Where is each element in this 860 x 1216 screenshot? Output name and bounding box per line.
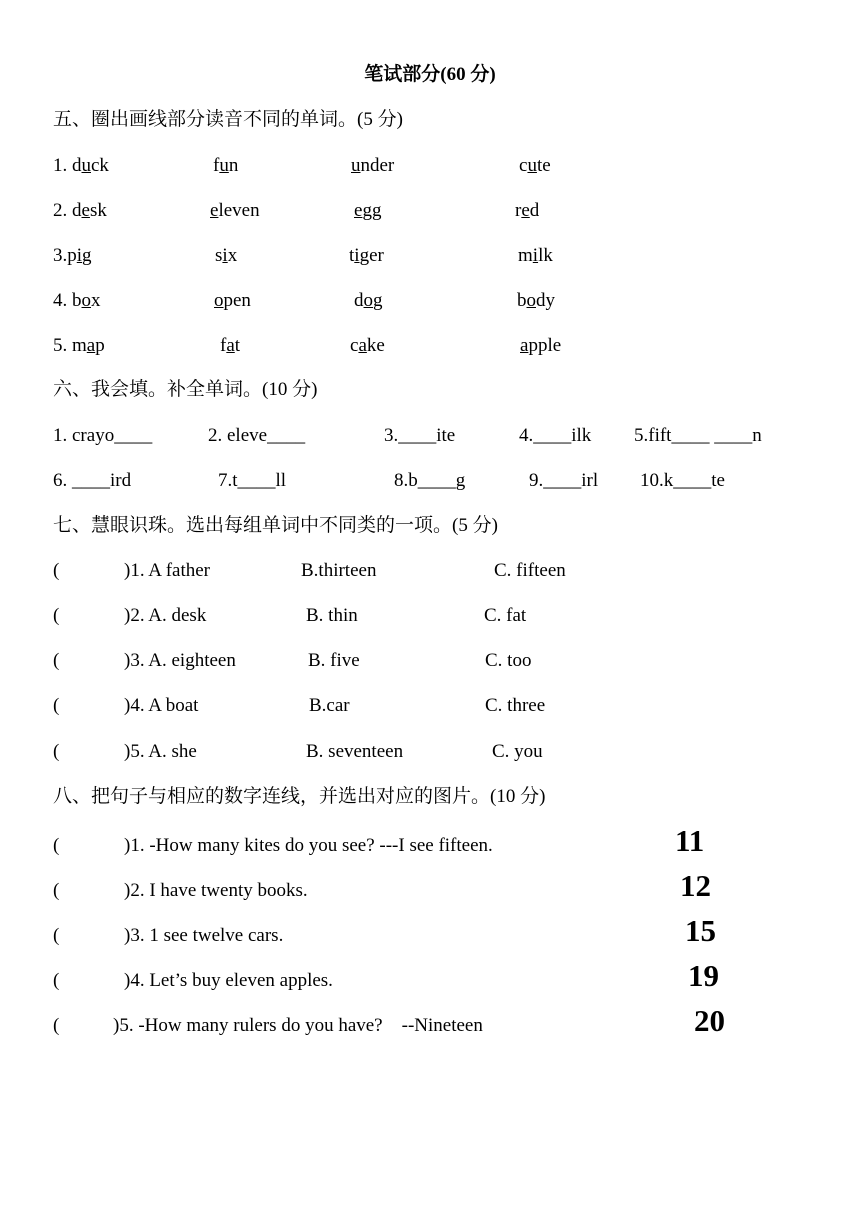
match-sentence: )3. 1 see twelve cars. <box>124 925 284 946</box>
word-part: f <box>213 155 220 176</box>
phonics-word <box>515 199 539 223</box>
phonics-word <box>354 289 383 313</box>
section8-heading: 八、把句子与相应的数字连线，并选出对应的图片。(10 分) <box>53 786 546 807</box>
word-part: n <box>228 155 239 176</box>
word-part: leven <box>218 200 260 221</box>
fill-item-9: 9.____irl <box>529 470 599 491</box>
phonics-row-3 <box>53 244 92 268</box>
word-part: p <box>95 335 105 356</box>
page-title: 笔试部分(60 分) <box>364 64 496 85</box>
question-option-a: )1. A father <box>124 560 211 581</box>
phonics-row-4 <box>53 289 101 313</box>
word-part: nder <box>360 155 395 176</box>
phonics-word <box>214 289 251 313</box>
word-part: t <box>234 335 241 356</box>
underlined-letter: a <box>226 335 235 356</box>
answer-bracket: ( <box>53 880 60 901</box>
phonics-word <box>210 199 260 223</box>
word-part: d <box>67 155 82 176</box>
phonics-word <box>213 154 238 178</box>
underlined-letter: a <box>358 335 367 356</box>
fill-item-5: 5.fift____ ____n <box>634 425 762 446</box>
row-number: 1. <box>53 155 68 176</box>
answer-bracket: ( <box>53 1015 60 1036</box>
match-number: 19 <box>688 958 719 993</box>
question-option-c: C. fifteen <box>494 560 566 581</box>
fill-item-7: 7.t____ll <box>218 470 287 491</box>
answer-bracket: ( <box>53 605 60 626</box>
answer-bracket: ( <box>53 560 60 581</box>
row-number: 5. <box>53 335 68 356</box>
question-option-b: B.car <box>309 695 350 716</box>
phonics-word <box>520 334 561 358</box>
question-option-a: )2. A. desk <box>124 605 207 626</box>
fill-item-10: 10.k____te <box>640 470 725 491</box>
match-number: 11 <box>675 823 705 858</box>
word-part: lk <box>538 245 553 266</box>
answer-bracket: ( <box>53 741 60 762</box>
word-part: s <box>215 245 223 266</box>
match-number: 15 <box>685 913 716 948</box>
word-part: ger <box>359 245 384 266</box>
word-part: g <box>82 245 92 266</box>
fill-item-4: 4.____ilk <box>519 425 592 446</box>
word-part: t <box>349 245 355 266</box>
underlined-letter: i <box>354 245 360 266</box>
section6-heading: 六、我会填。补全单词。(10 分) <box>53 379 318 400</box>
phonics-word <box>517 289 555 313</box>
question-option-b: B. thin <box>306 605 358 626</box>
question-option-a: )4. A boat <box>124 695 199 716</box>
word-part: d <box>67 200 82 221</box>
match-sentence: )2. I have twenty books. <box>124 880 308 901</box>
word-part: d <box>354 290 364 311</box>
underlined-letter: o <box>214 290 224 311</box>
phonics-word <box>354 199 381 223</box>
underlined-letter: o <box>526 290 536 311</box>
underlined-letter: a <box>520 335 529 356</box>
word-part: x <box>227 245 238 266</box>
phonics-word <box>215 244 237 268</box>
word-part: r <box>515 200 522 221</box>
answer-bracket: ( <box>53 650 60 671</box>
underlined-letter: e <box>81 200 90 221</box>
word-part: gg <box>362 200 382 221</box>
word-part: c <box>519 155 528 176</box>
row-number: 3. <box>53 245 68 266</box>
underlined-letter: u <box>527 155 537 176</box>
underlined-letter: i <box>532 245 539 266</box>
word-part: dy <box>536 290 555 311</box>
underlined-letter: i <box>76 245 83 266</box>
word-part: pple <box>528 335 562 356</box>
section7-heading: 七、慧眼识珠。选出每组单词中不同类的一项。(5 分) <box>53 515 498 536</box>
underlined-letter: o <box>81 290 91 311</box>
word-part: m <box>518 245 533 266</box>
phonics-row-5 <box>53 334 105 358</box>
word-part: m <box>67 335 87 356</box>
underlined-letter: u <box>351 155 361 176</box>
word-part: pen <box>223 290 251 311</box>
question-option-a: )3. A. eighteen <box>124 650 236 671</box>
question-option-c: C. you <box>492 741 543 762</box>
question-option-c: C. fat <box>484 605 527 626</box>
word-part: d <box>529 200 540 221</box>
match-number: 20 <box>694 1003 725 1038</box>
underlined-letter: i <box>222 245 228 266</box>
row-number: 4. <box>53 290 68 311</box>
phonics-word <box>351 154 394 178</box>
question-option-a: )5. A. she <box>124 741 197 762</box>
fill-item-6: 6. ____ird <box>53 470 132 491</box>
word-part: ke <box>366 335 385 356</box>
underlined-letter: o <box>363 290 373 311</box>
underlined-letter: e <box>521 200 530 221</box>
section5-heading: 五、圈出画线部分读音不同的单词。(5 分) <box>53 109 403 130</box>
phonics-word <box>350 334 385 358</box>
word-part: g <box>373 290 383 311</box>
match-sentence: )1. -How many kites do you see? ---I see fifteen. <box>124 835 493 856</box>
word-part: x <box>91 290 101 311</box>
word-part: ck <box>91 155 109 176</box>
phonics-word <box>349 244 384 268</box>
word-part: p <box>67 245 77 266</box>
fill-item-8: 8.b____g <box>394 470 466 491</box>
word-part: sk <box>89 200 107 221</box>
question-option-c: C. too <box>485 650 532 671</box>
question-option-b: B. five <box>308 650 360 671</box>
word-part: b <box>517 290 527 311</box>
match-number: 12 <box>680 868 711 903</box>
underlined-letter: u <box>219 155 229 176</box>
answer-bracket: ( <box>53 970 60 991</box>
word-part: b <box>67 290 82 311</box>
answer-bracket: ( <box>53 925 60 946</box>
underlined-letter: u <box>81 155 91 176</box>
phonics-row-2 <box>53 199 107 223</box>
word-part: te <box>536 155 551 176</box>
underlined-letter: e <box>210 200 219 221</box>
answer-bracket: ( <box>53 695 60 716</box>
question-option-c: C. three <box>485 695 546 716</box>
match-sentence: )5. -How many rulers do you have? --Nineteen <box>113 1015 483 1036</box>
phonics-word <box>220 334 240 358</box>
answer-bracket: ( <box>53 835 60 856</box>
phonics-word <box>518 244 553 268</box>
question-option-b: B. seventeen <box>306 741 404 762</box>
question-option-b: B.thirteen <box>301 560 377 581</box>
underlined-letter: a <box>86 335 96 356</box>
match-sentence: )4. Let’s buy eleven apples. <box>124 970 333 991</box>
fill-item-1: 1. crayo____ <box>53 425 153 446</box>
fill-item-2: 2. eleve____ <box>208 425 306 446</box>
underlined-letter: e <box>354 200 363 221</box>
fill-item-3: 3.____ite <box>384 425 456 446</box>
phonics-word <box>519 154 551 178</box>
phonics-row-1 <box>53 154 109 178</box>
word-part: c <box>350 335 359 356</box>
word-part: f <box>220 335 227 356</box>
row-number: 2. <box>53 200 68 221</box>
